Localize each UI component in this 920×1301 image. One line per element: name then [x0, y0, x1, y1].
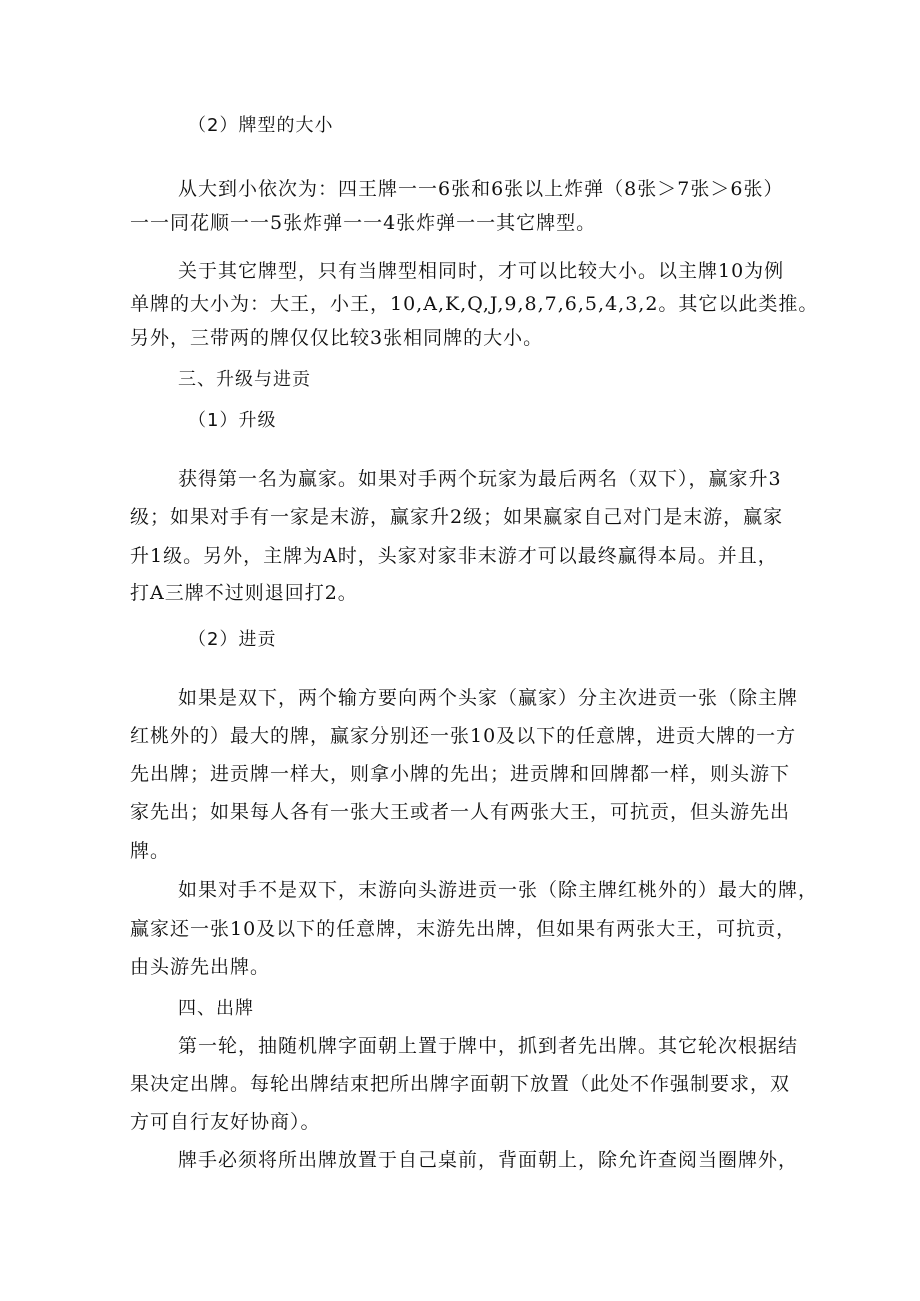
tribute-p2-line1: 如果对手不是双下，末游向头游进贡一张（除主牌红桃外的）最大的牌， — [178, 879, 819, 901]
upgrade-section-heading: 三、升级与进贡 — [178, 369, 311, 390]
play-p1-line3: 方可自行友好协商）。 — [130, 1111, 321, 1133]
tribute-p1-line3: 先出牌；进贡牌一样大，则拿小牌的先出；进贡牌和回牌都一样，则头游下 — [130, 763, 791, 785]
card-rank-p1-line1: 从大到小依次为：四王牌一一6张和6张以上炸弹（8张＞7张＞6张） — [178, 178, 784, 200]
upgrade-p-line2: 级；如果对手有一家是末游，赢家升2级；如果赢家自己对门是末游，赢家 — [130, 506, 784, 528]
play-p1-line1: 第一轮，抽随机牌字面朝上置于牌中，抓到者先出牌。其它轮次根据结 — [178, 1035, 799, 1057]
upgrade-p-line4: 打A三牌不过则退回打2。 — [130, 582, 358, 604]
upgrade-p-line3: 升1级。另外，主牌为A时，头家对家非末游才可以最终赢得本局。并且， — [130, 545, 778, 567]
play-section-heading: 四、出牌 — [178, 998, 254, 1019]
upgrade-p-line1: 获得第一名为赢家。如果对手两个玩家为最后两名（双下），赢家升3 — [178, 468, 782, 490]
tribute-p1-line4: 家先出；如果每人各有一张大王或者一人有两张大王，可抗贡，但头游先出 — [130, 801, 791, 823]
card-rank-p2-line1: 关于其它牌型，只有当牌型相同时，才可以比较大小。以主牌10为例 — [178, 260, 785, 282]
tribute-p2-line3: 由头游先出牌。 — [130, 956, 271, 978]
play-p1-line2: 果决定出牌。每轮出牌结束把所出牌字面朝下放置（此处不作强制要求，双 — [130, 1073, 791, 1095]
play-p2-line1: 牌手必须将所出牌放置于自己桌前，背面朝上，除允许查阅当圈牌外， — [178, 1149, 799, 1171]
tribute-p1-line2: 红桃外的）最大的牌，赢家分别还一张10及以下的任意牌，进贡大牌的一方 — [130, 725, 797, 747]
tribute-sub-heading: （2）进贡 — [188, 629, 277, 650]
card-rank-p1-line2: 一一同花顺一一5张炸弹一一4张炸弹一一其它牌型。 — [130, 212, 597, 234]
card-rank-p2-line3: 另外，三带两的牌仅仅比较3张相同牌的大小。 — [130, 327, 544, 349]
card-rank-heading: （2）牌型的大小 — [188, 115, 334, 136]
tribute-p2-line2: 赢家还一张10及以下的任意牌，末游先出牌，但如果有两张大王，可抗贡， — [130, 918, 797, 940]
upgrade-sub-heading: （1）升级 — [188, 410, 277, 431]
card-rank-p2-line2: 单牌的大小为：大王，小王，10,A,K,Q,J,9,8,7,6,5,4,3,2。其它以此类推。 — [130, 293, 819, 315]
tribute-p1-line5: 牌。 — [130, 840, 171, 862]
tribute-p1-line1: 如果是双下，两个输方要向两个头家（赢家）分主次进贡一张（除主牌 — [178, 687, 799, 709]
